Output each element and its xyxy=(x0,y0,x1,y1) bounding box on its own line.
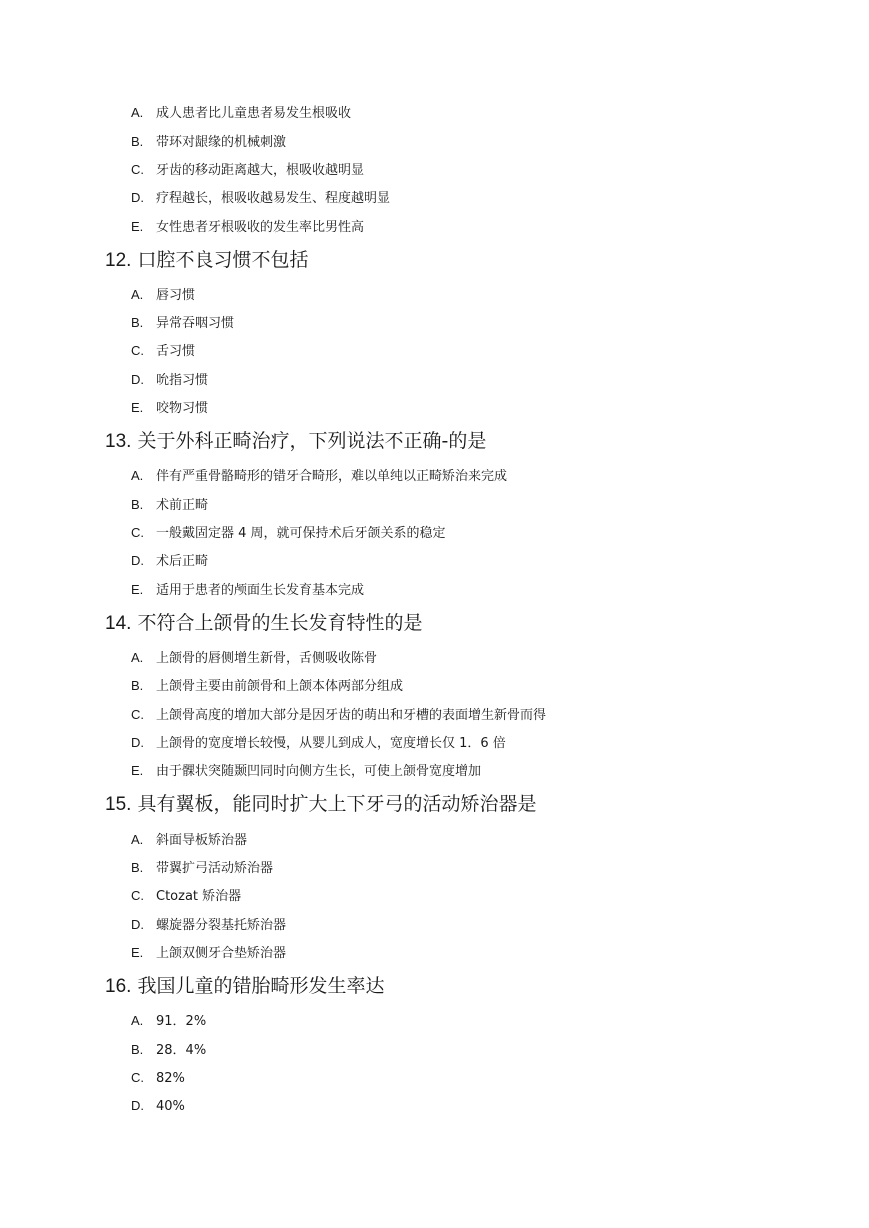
option-text: 异常吞咽习惯 xyxy=(156,316,235,331)
question-stem xyxy=(105,792,536,817)
option-letter: A. xyxy=(131,1013,144,1028)
option-text: 适用于患者的颅面生长发育基本完成 xyxy=(156,583,365,598)
option-text: 斜面导板矫治器 xyxy=(156,833,248,848)
option-text: 术前正畸 xyxy=(156,498,209,513)
option-letter: C. xyxy=(131,1070,144,1085)
option-letter: B. xyxy=(131,678,144,693)
option-item xyxy=(131,552,208,571)
question-number: 13. xyxy=(105,431,132,452)
option-text: 40% xyxy=(156,1099,185,1114)
question-text: 具有翼板，能同时扩大上下牙弓的活动矫治器是 xyxy=(137,793,537,815)
option-letter: A. xyxy=(131,832,144,847)
option-text: 上颌双侧牙合垫矫治器 xyxy=(156,946,287,961)
option-letter: D. xyxy=(131,735,144,750)
option-letter: C. xyxy=(131,343,144,358)
option-item xyxy=(131,399,208,418)
question-text: 我国儿童的错胎畸形发生率达 xyxy=(137,975,385,997)
option-letter: A. xyxy=(131,650,144,665)
option-text: 成人患者比儿童患者易发生根吸收 xyxy=(156,106,352,121)
question-text: 关于外科正畸治疗，下列说法不正确-的是 xyxy=(137,430,487,452)
option-letter: E. xyxy=(131,582,144,597)
option-text: 疗程越长，根吸收越易发生、程度越明显 xyxy=(156,191,391,206)
option-text: 带环对龈缘的机械刺激 xyxy=(156,135,287,150)
option-letter: C. xyxy=(131,525,144,540)
option-item xyxy=(131,734,506,753)
question-number: 15. xyxy=(105,794,132,815)
option-item xyxy=(131,887,241,906)
option-text: 91．2% xyxy=(156,1014,207,1029)
option-item xyxy=(131,314,234,333)
option-item xyxy=(131,859,273,878)
option-item xyxy=(131,649,377,668)
option-text: 唇习惯 xyxy=(156,288,196,303)
option-item xyxy=(131,342,195,361)
option-item xyxy=(131,944,286,963)
option-letter: C. xyxy=(131,707,144,722)
option-letter: A. xyxy=(131,105,144,120)
option-text: 伴有严重骨骼畸形的错牙合畸形，难以单纯以正畸矫治来完成 xyxy=(156,469,508,484)
question-stem xyxy=(105,248,308,273)
option-letter: A. xyxy=(131,287,144,302)
option-text: 女性患者牙根吸收的发生率比男性高 xyxy=(156,220,365,235)
option-item xyxy=(131,218,364,237)
option-letter: D. xyxy=(131,1098,144,1113)
option-item xyxy=(131,371,208,390)
option-letter: D. xyxy=(131,190,144,205)
option-letter: D. xyxy=(131,553,144,568)
option-item xyxy=(131,1097,185,1116)
option-text: 术后正畸 xyxy=(156,554,209,569)
option-text: 上颌骨主要由前颌骨和上颌本体两部分组成 xyxy=(156,679,404,694)
question-text: 不符合上颌骨的生长发育特性的是 xyxy=(137,612,423,634)
option-item xyxy=(131,581,364,600)
option-letter: B. xyxy=(131,497,144,512)
option-text: 82% xyxy=(156,1071,185,1086)
option-letter: D. xyxy=(131,372,144,387)
option-item xyxy=(131,467,507,486)
option-item xyxy=(131,189,390,208)
question-number: 16. xyxy=(105,976,132,997)
option-item xyxy=(131,706,546,725)
option-letter: C. xyxy=(131,888,144,903)
option-letter: E. xyxy=(131,945,144,960)
option-letter: A. xyxy=(131,468,144,483)
question-number: 14. xyxy=(105,613,132,634)
option-text: 上颌骨的宽度增长较慢，从婴儿到成人，宽度增长仅 1．6 倍 xyxy=(156,736,506,751)
option-item xyxy=(131,677,403,696)
option-text: Ctozat 矫治器 xyxy=(156,889,242,904)
option-letter: E. xyxy=(131,400,144,415)
option-text: 咬物习惯 xyxy=(156,401,209,416)
option-text: 带翼扩弓活动矫治器 xyxy=(156,861,274,876)
question-stem xyxy=(105,974,384,999)
option-item xyxy=(131,916,286,935)
option-item xyxy=(131,1069,185,1088)
option-item xyxy=(131,286,195,305)
option-text: 舌习惯 xyxy=(156,344,196,359)
option-letter: B. xyxy=(131,1042,144,1057)
question-stem xyxy=(105,611,422,636)
question-text: 口腔不良习惯不包括 xyxy=(137,249,309,271)
option-item xyxy=(131,1012,206,1031)
option-text: 螺旋器分裂基托矫治器 xyxy=(156,918,287,933)
option-item xyxy=(131,133,286,152)
option-text: 吮指习惯 xyxy=(156,373,209,388)
option-letter: B. xyxy=(131,134,144,149)
option-text: 28．4% xyxy=(156,1043,207,1058)
option-text: 牙齿的移动距离越大，根吸收越明显 xyxy=(156,163,365,178)
option-letter: D. xyxy=(131,917,144,932)
option-item xyxy=(131,161,364,180)
option-text: 一般戴固定器 4 周，就可保持术后牙颌关系的稳定 xyxy=(156,526,446,541)
question-number: 12. xyxy=(105,250,132,271)
option-item xyxy=(131,1041,206,1060)
option-item xyxy=(131,524,446,543)
option-letter: C. xyxy=(131,162,144,177)
option-item xyxy=(131,831,247,850)
option-letter: B. xyxy=(131,860,144,875)
option-item xyxy=(131,496,208,515)
option-text: 上颌骨的唇侧增生新骨，舌侧吸收陈骨 xyxy=(156,651,378,666)
option-text: 由于髁状突随颞凹同时向侧方生长，可使上颌骨宽度增加 xyxy=(156,764,482,779)
option-letter: B. xyxy=(131,315,144,330)
option-item xyxy=(131,104,351,123)
option-item xyxy=(131,762,481,781)
question-stem xyxy=(105,429,486,454)
option-text: 上颌骨高度的增加大部分是因牙齿的萌出和牙槽的表面增生新骨而得 xyxy=(156,708,547,723)
option-letter: E. xyxy=(131,219,144,234)
option-letter: E. xyxy=(131,763,144,778)
